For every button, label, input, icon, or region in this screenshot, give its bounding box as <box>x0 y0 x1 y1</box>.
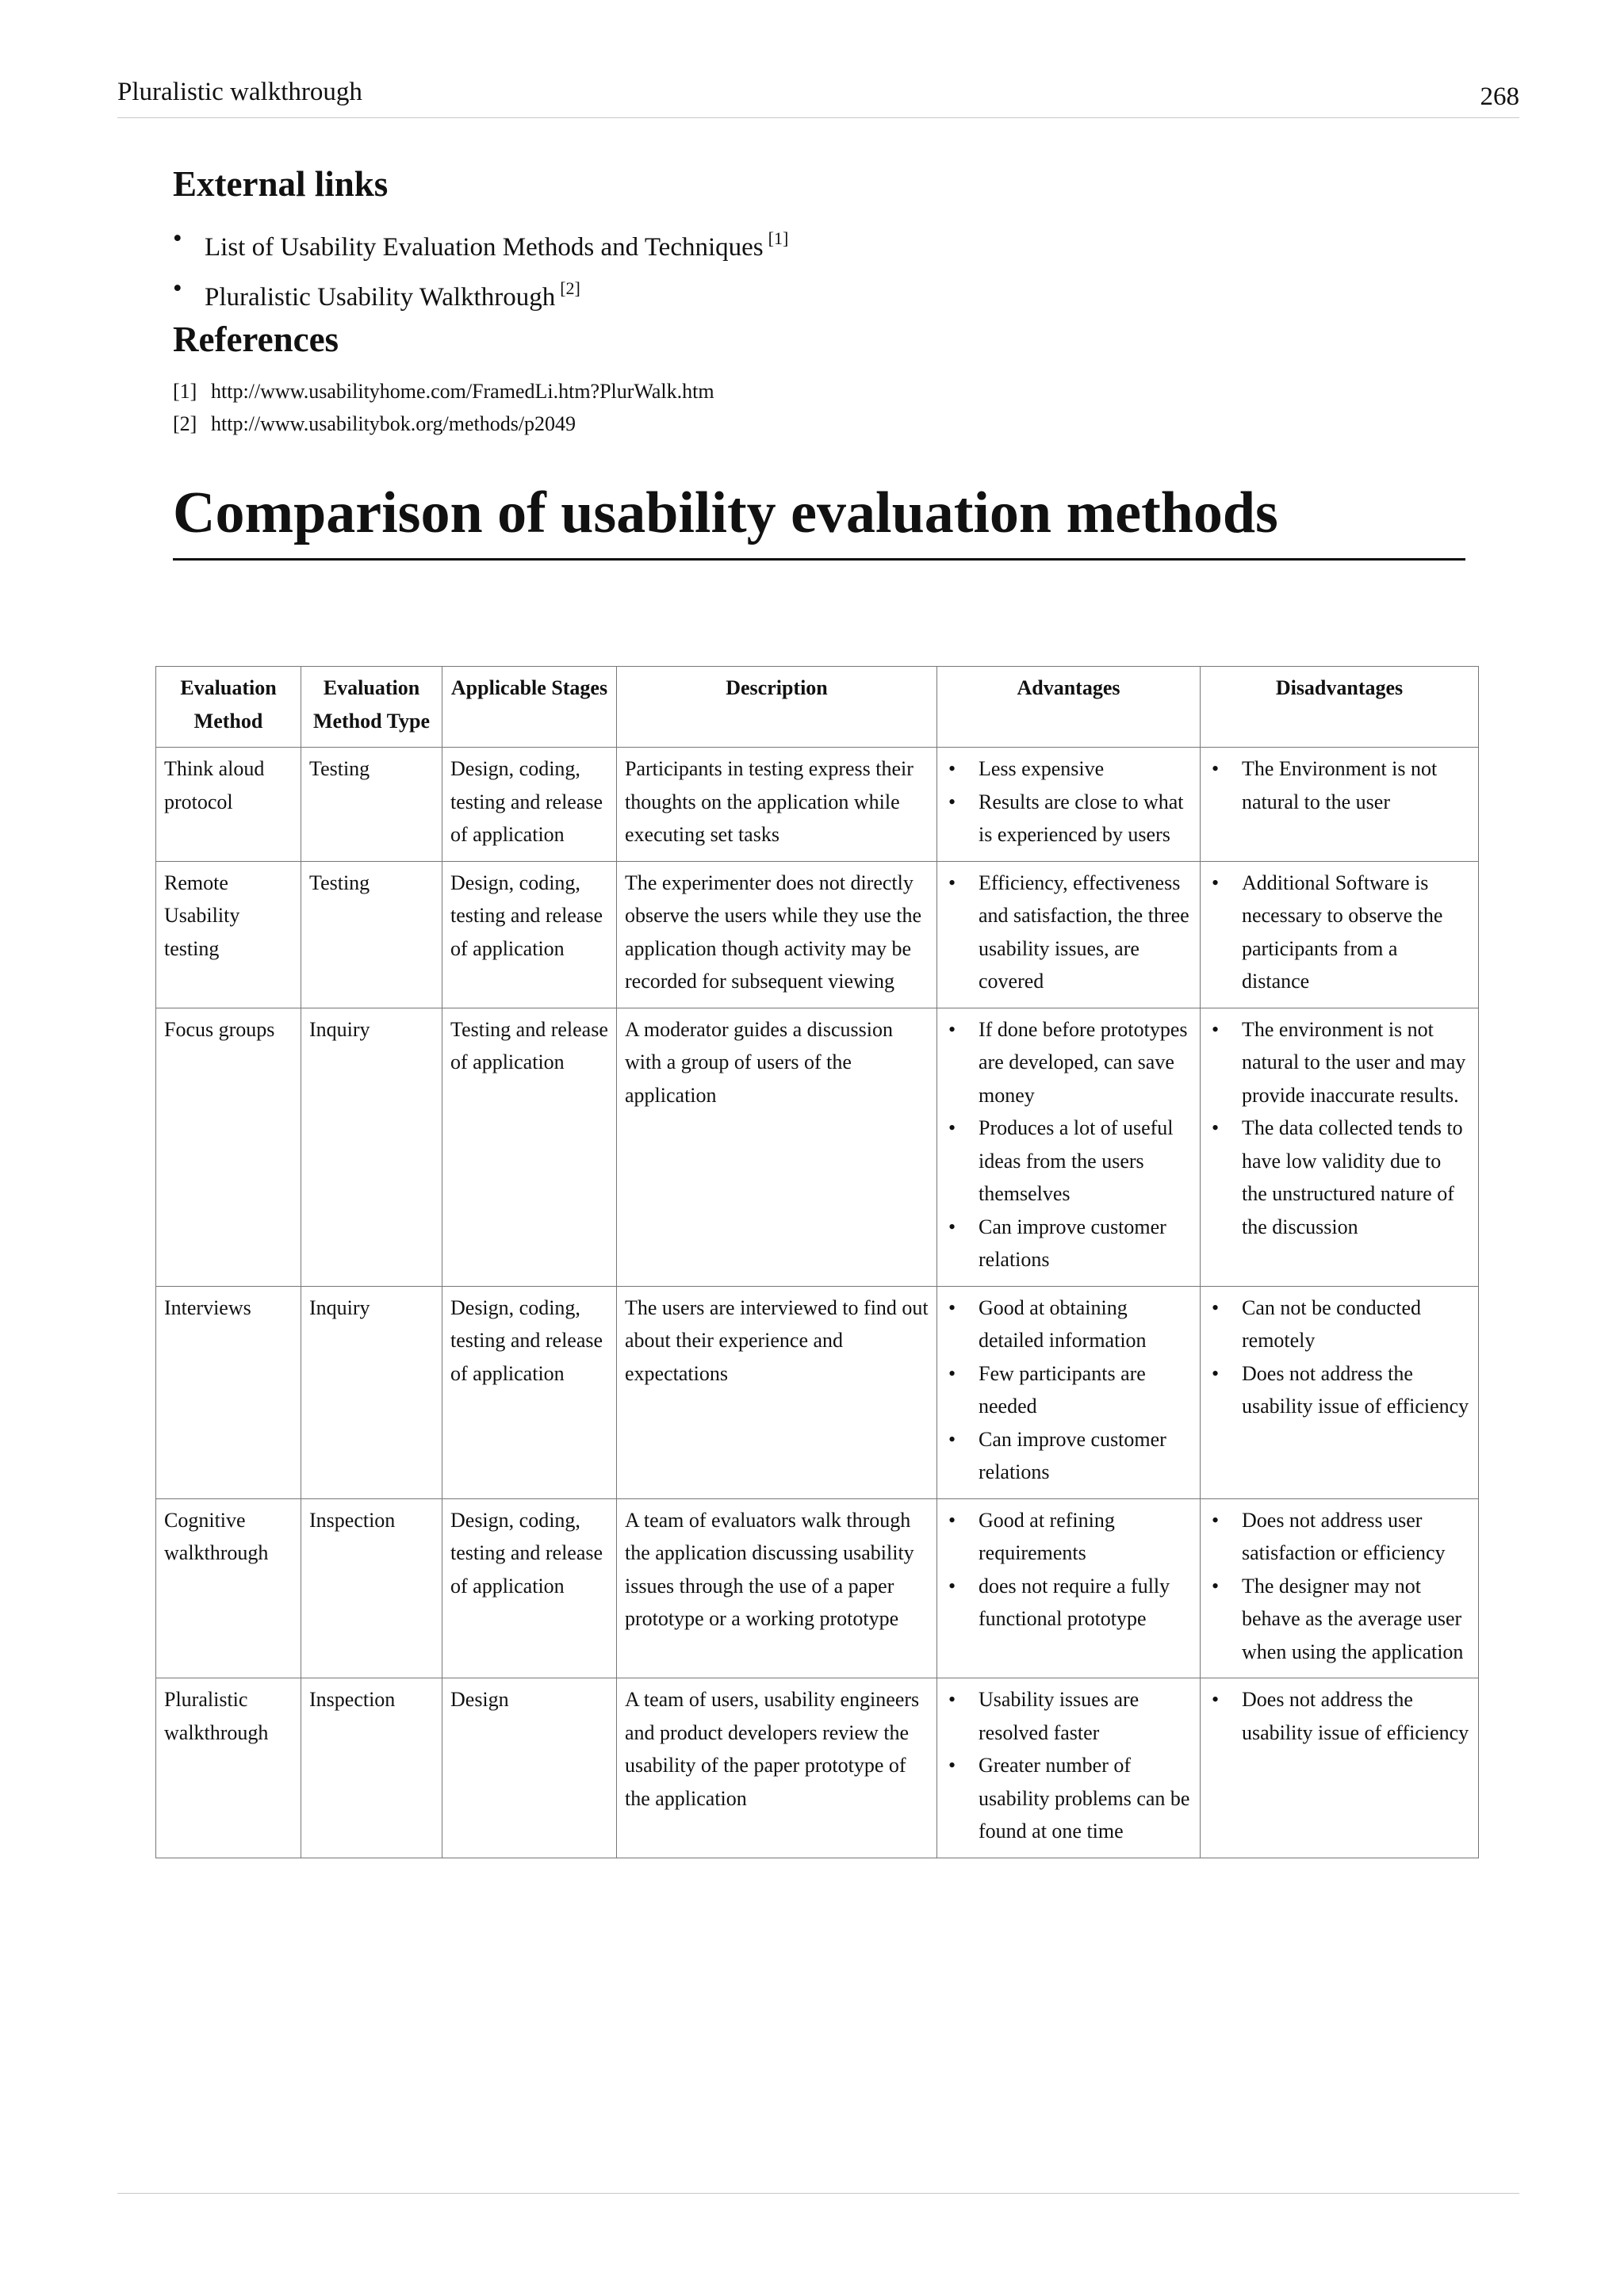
cell-method: Think aloud protocol <box>156 748 301 862</box>
advantage-item <box>945 1423 1192 1489</box>
disadvantage-text: The data collected tends to have low validity due to the unstructured nature of the discussion <box>1242 1116 1463 1238</box>
references-heading: References <box>173 320 339 359</box>
advantage-item <box>945 1683 1192 1749</box>
disadvantage-item <box>1208 1013 1470 1112</box>
disadvantage-item <box>1208 1683 1470 1749</box>
reference-item <box>173 375 1465 408</box>
disadvantage-item <box>1208 867 1470 998</box>
bullet-icon: • <box>1212 1574 1220 1598</box>
bullet-icon: • <box>1212 1116 1220 1139</box>
bullet-icon: • <box>948 1017 956 1041</box>
cell-advantages <box>937 1498 1201 1678</box>
table-row <box>156 1678 1479 1858</box>
advantage-text: Good at refining requirements <box>979 1508 1115 1564</box>
external-link-item[interactable] <box>173 268 1465 318</box>
advantages-list <box>945 1292 1192 1489</box>
footer-rule <box>117 2193 1519 2194</box>
disadvantage-item <box>1208 1292 1470 1357</box>
external-link-item[interactable] <box>173 218 1465 268</box>
advantage-item <box>945 1292 1192 1357</box>
bullet-icon: • <box>948 1295 956 1319</box>
disadvantage-text: Does not address the usability issue of efficiency <box>1242 1688 1469 1744</box>
bullet-icon: • <box>1212 1017 1220 1041</box>
advantage-text: Efficiency, effectiveness and satisfaction, the three usability issues, are covered <box>979 871 1189 993</box>
disadvantage-item <box>1208 1570 1470 1669</box>
disadvantages-list <box>1208 752 1470 818</box>
cell-type: Inquiry <box>301 1008 442 1286</box>
table-row <box>156 861 1479 1008</box>
page-header <box>117 76 1519 118</box>
advantage-text: does not require a fully functional prototype <box>979 1574 1170 1630</box>
content <box>173 163 1465 561</box>
disadvantage-text: Does not address the usability issue of efficiency <box>1242 1361 1469 1418</box>
advantages-list <box>945 867 1192 998</box>
reference-url[interactable]: http://www.usabilitybok.org/methods/p2049 <box>211 412 576 435</box>
cell-stages: Design, coding, testing and release of application <box>442 861 617 1008</box>
cell-disadvantages <box>1201 748 1479 862</box>
disadvantage-text: The designer may not behave as the average user when using the application <box>1242 1574 1464 1663</box>
advantage-text: Good at obtaining detailed information <box>979 1295 1147 1352</box>
disadvantages-list <box>1208 1504 1470 1669</box>
advantage-item <box>945 1112 1192 1211</box>
external-links-heading: External links <box>173 164 389 204</box>
disadvantage-text: The environment is not natural to the user and may provide inaccurate results. <box>1242 1017 1466 1107</box>
bullet-icon: • <box>1212 1508 1220 1532</box>
cell-method: Focus groups <box>156 1008 301 1286</box>
bullet-icon: • <box>948 1688 956 1711</box>
advantage-item <box>945 1504 1192 1570</box>
cell-method: Pluralistic walkthrough <box>156 1678 301 1858</box>
bullet-icon: • <box>948 1361 956 1385</box>
advantage-item <box>945 1013 1192 1112</box>
disadvantage-text: Does not address user satisfaction or efficiency <box>1242 1508 1446 1564</box>
disadvantage-item <box>1208 1112 1470 1243</box>
table-row <box>156 1498 1479 1678</box>
comparison-table <box>155 666 1479 1858</box>
cell-stages: Design, coding, testing and release of application <box>442 1498 617 1678</box>
table-row <box>156 748 1479 862</box>
table-row <box>156 1286 1479 1498</box>
bullet-icon: • <box>1212 757 1220 780</box>
bullet-icon: • <box>948 871 956 894</box>
bullet-icon: • <box>948 1215 956 1238</box>
reference-item <box>173 408 1465 440</box>
column-header: Description <box>617 667 937 748</box>
disadvantage-item <box>1208 752 1470 818</box>
cell-advantages <box>937 748 1201 862</box>
advantage-text: Usability issues are resolved faster <box>979 1688 1139 1744</box>
advantages-list <box>945 1013 1192 1276</box>
footnote-ref[interactable]: [2] <box>560 278 580 298</box>
external-link-text[interactable]: Pluralistic Usability Walkthrough <box>205 283 556 312</box>
table-header-row <box>156 667 1479 748</box>
bullet-icon: • <box>173 274 182 303</box>
bullet-icon: • <box>948 790 956 813</box>
cell-disadvantages <box>1201 1678 1479 1858</box>
column-header: Advantages <box>937 667 1201 748</box>
bullet-icon: • <box>1212 871 1220 894</box>
advantage-text: Results are close to what is experienced by users <box>979 790 1184 846</box>
disadvantages-list <box>1208 1013 1470 1244</box>
cell-advantages <box>937 1008 1201 1286</box>
reference-number: [2] <box>173 412 197 435</box>
bullet-icon: • <box>948 1427 956 1451</box>
cell-disadvantages <box>1201 1286 1479 1498</box>
advantage-item <box>945 1357 1192 1423</box>
disadvantage-item <box>1208 1357 1470 1423</box>
disadvantage-item <box>1208 1504 1470 1570</box>
cell-description: The users are interviewed to find out about their experience and expectations <box>617 1286 937 1498</box>
cell-description: A team of users, usability engineers and product developers review the usability of the paper prototype of the application <box>617 1678 937 1858</box>
reference-number: [1] <box>173 380 197 403</box>
table-row <box>156 1008 1479 1286</box>
disadvantages-list <box>1208 1292 1470 1423</box>
bullet-icon: • <box>948 1754 956 1777</box>
bullet-icon: • <box>1212 1295 1220 1319</box>
bullet-icon: • <box>948 1116 956 1139</box>
advantage-text: If done before prototypes are developed, can save money <box>979 1017 1188 1107</box>
cell-type: Testing <box>301 861 442 1008</box>
running-title: Pluralistic walkthrough <box>117 78 362 106</box>
page-number: 268 <box>1480 82 1519 111</box>
disadvantage-text: Can not be conducted remotely <box>1242 1295 1421 1352</box>
disadvantages-list <box>1208 1683 1470 1749</box>
advantage-text: Few participants are needed <box>979 1361 1146 1418</box>
cell-type: Inquiry <box>301 1286 442 1498</box>
cell-type: Inspection <box>301 1678 442 1858</box>
advantage-text: Greater number of usability problems can be found at one time <box>979 1754 1190 1843</box>
bullet-icon: • <box>1212 1361 1220 1385</box>
advantages-list <box>945 1683 1192 1848</box>
column-header: Evaluation Method Type <box>301 667 442 748</box>
cell-stages: Design, coding, testing and release of application <box>442 748 617 862</box>
reference-url[interactable]: http://www.usabilityhome.com/FramedLi.htm?PlurWalk.htm <box>211 380 714 403</box>
external-links-list <box>173 218 1465 318</box>
cell-method: Remote Usability testing <box>156 861 301 1008</box>
cell-disadvantages <box>1201 1008 1479 1286</box>
cell-stages: Design <box>442 1678 617 1858</box>
advantage-item <box>945 1211 1192 1276</box>
column-header: Disadvantages <box>1201 667 1479 748</box>
cell-method: Interviews <box>156 1286 301 1498</box>
cell-description: A team of evaluators walk through the application discussing usability issues through the use of a paper prototype or a working prototype <box>617 1498 937 1678</box>
advantage-item <box>945 786 1192 851</box>
advantage-item <box>945 752 1192 786</box>
advantages-list <box>945 1504 1192 1636</box>
cell-advantages <box>937 861 1201 1008</box>
bullet-icon: • <box>1212 1688 1220 1711</box>
disadvantage-text: Additional Software is necessary to observe the participants from a distance <box>1242 871 1443 993</box>
advantage-text: Produces a lot of useful ideas from the users themselves <box>979 1116 1174 1205</box>
cell-stages: Design, coding, testing and release of application <box>442 1286 617 1498</box>
column-header: Evaluation Method <box>156 667 301 748</box>
cell-type: Inspection <box>301 1498 442 1678</box>
bullet-icon: • <box>948 757 956 780</box>
footnote-ref[interactable]: [1] <box>768 228 789 248</box>
cell-type: Testing <box>301 748 442 862</box>
external-link-text[interactable]: List of Usability Evaluation Methods and Techniques <box>205 233 764 262</box>
cell-disadvantages <box>1201 1498 1479 1678</box>
disadvantage-text: The Environment is not natural to the user <box>1242 757 1438 813</box>
advantage-item <box>945 867 1192 998</box>
cell-disadvantages <box>1201 861 1479 1008</box>
cell-stages: Testing and release of application <box>442 1008 617 1286</box>
advantage-text: Can improve customer relations <box>979 1215 1166 1271</box>
advantage-item <box>945 1749 1192 1848</box>
cell-description: A moderator guides a discussion with a group of users of the application <box>617 1008 937 1286</box>
advantage-item <box>945 1570 1192 1636</box>
chapter-title: Comparison of usability evaluation methods <box>173 480 1465 561</box>
cell-description: The experimenter does not directly observe the users while they use the application though activity may be recorded for subsequent viewing <box>617 861 937 1008</box>
table-body <box>156 748 1479 1858</box>
bullet-icon: • <box>173 224 182 253</box>
disadvantages-list <box>1208 867 1470 998</box>
cell-method: Cognitive walkthrough <box>156 1498 301 1678</box>
bullet-icon: • <box>948 1508 956 1532</box>
column-header: Applicable Stages <box>442 667 617 748</box>
advantage-text: Less expensive <box>979 757 1105 780</box>
cell-advantages <box>937 1286 1201 1498</box>
bullet-icon: • <box>948 1574 956 1598</box>
cell-advantages <box>937 1678 1201 1858</box>
cell-description: Participants in testing express their thoughts on the application while executing set tasks <box>617 748 937 862</box>
advantages-list <box>945 752 1192 851</box>
references-list <box>173 375 1465 440</box>
advantage-text: Can improve customer relations <box>979 1427 1166 1483</box>
